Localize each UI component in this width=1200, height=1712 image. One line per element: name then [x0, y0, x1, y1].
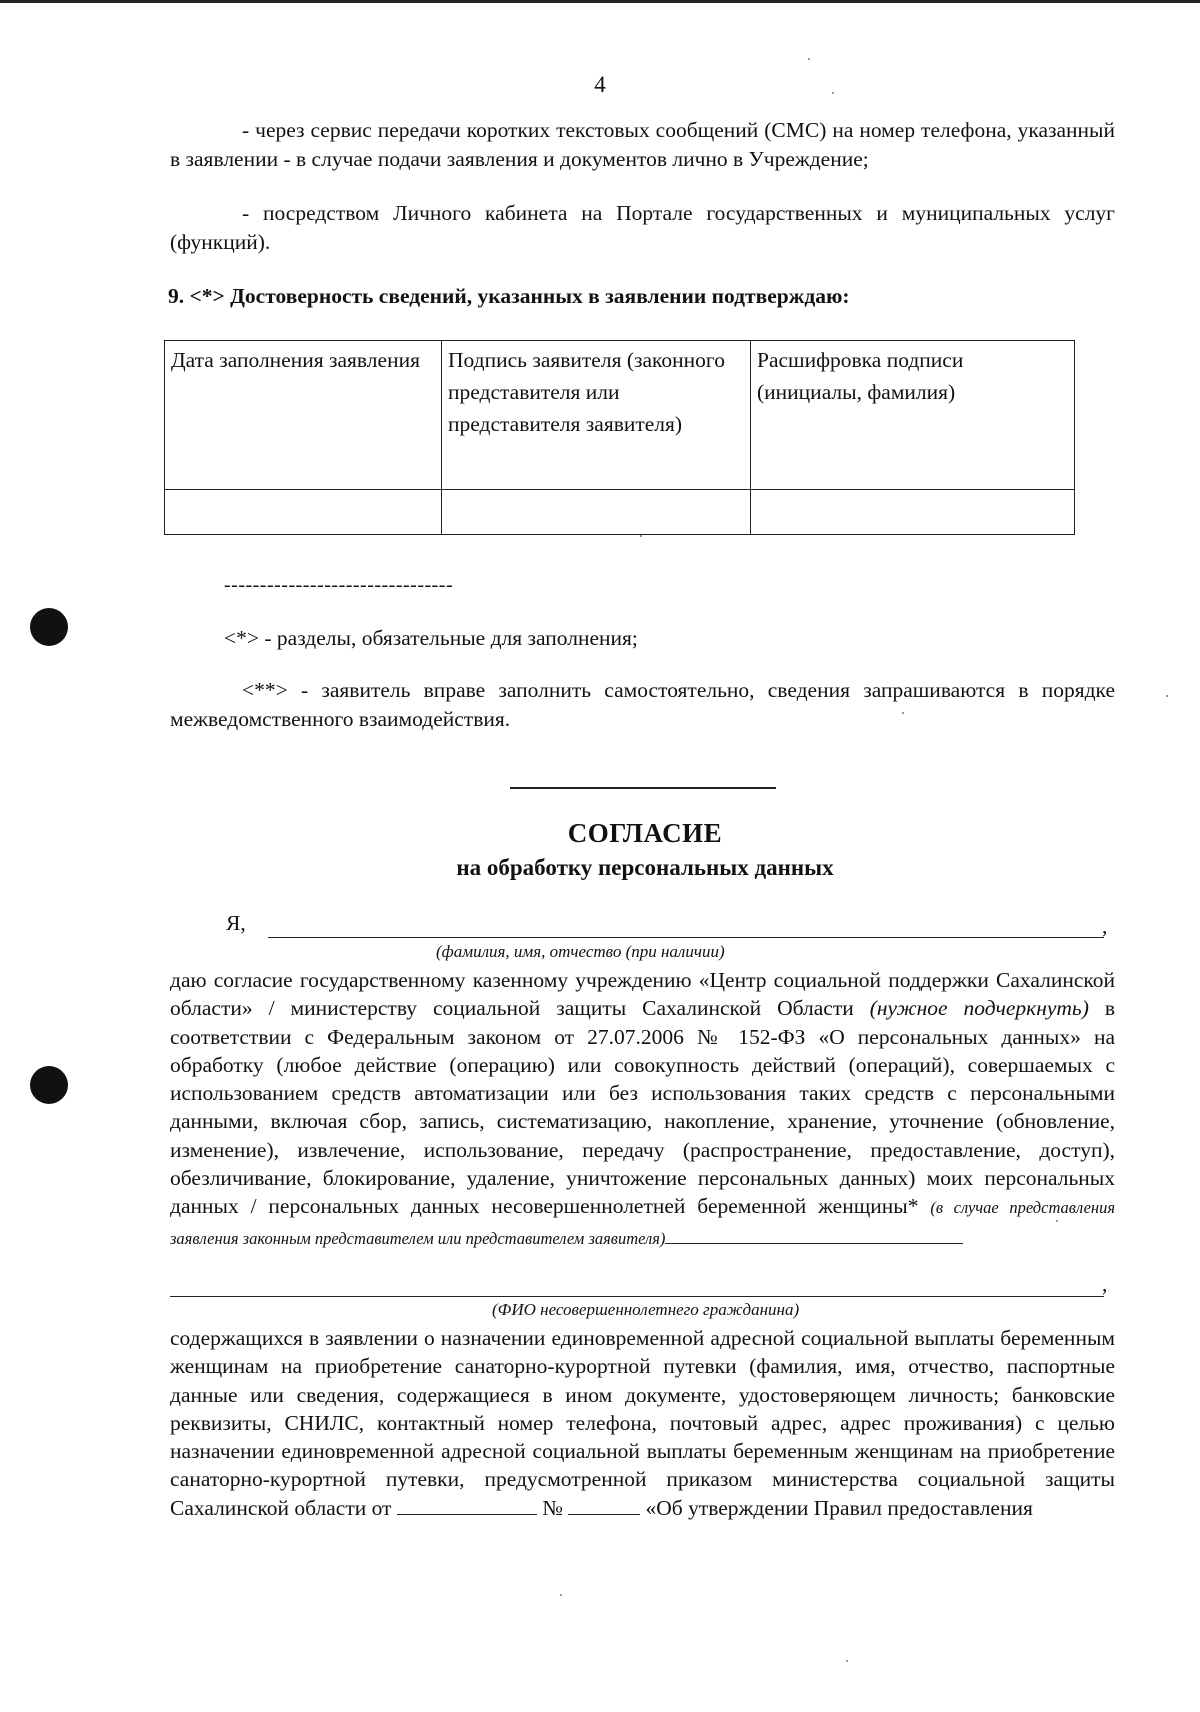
consent-title: СОГЛАСИЕ: [567, 818, 723, 848]
minor-full-name-field[interactable]: [170, 1296, 1104, 1297]
footnote-required: <*> - разделы, обязательные для заполнения;: [224, 626, 638, 650]
minor-full-name-caption: (ФИО несовершеннолетнего гражданина): [492, 1300, 800, 1319]
page-number: 4: [594, 72, 606, 97]
representative-note: (в случае представления заявления законным представителем или представителем заявителя): [170, 1198, 1116, 1248]
underline-hint: (нужное подчеркнуть): [869, 996, 1089, 1021]
signature-transcript-cell[interactable]: [751, 490, 1075, 535]
scan-speck: [1056, 1220, 1058, 1222]
punch-hole: [30, 1066, 68, 1104]
notification-portal-paragraph: - посредством Личного кабинета на Портале государственных и муниципальных услуг (функций).: [170, 201, 1115, 254]
scan-speck: [846, 1660, 848, 1662]
footnote-separator: --------------------------------: [224, 574, 454, 596]
order-number-field[interactable]: [568, 1500, 640, 1515]
scan-speck: [560, 1594, 562, 1596]
section-divider: [510, 787, 776, 789]
header-applicant-signature: Подпись заявителя (законного представителя или представителя заявителя): [442, 341, 751, 490]
scan-speck: [1166, 695, 1168, 697]
header-fill-date: Дата заполнения заявления: [165, 341, 442, 490]
order-date-field[interactable]: [397, 1500, 537, 1515]
scan-speck: [902, 712, 904, 714]
punch-hole: [30, 608, 68, 646]
consent-body-text: [170, 966, 1115, 1253]
section-9-heading: 9. <*> Достоверность сведений, указанных в заявлении подтверждаю:: [168, 284, 850, 308]
scan-top-border: [0, 0, 1200, 3]
consent-body-continuation: [170, 1324, 1115, 1522]
consent-body-part4: «Об утверждении Правил предоставления: [645, 1495, 1033, 1520]
full-name-caption: (фамилия, имя, отчество (при наличии): [436, 942, 725, 961]
consent-body-part2: в соответствии с Федеральным законом от 27.07.2006 № 152-ФЗ «О персональных данных» на обработку (любое действие (операцию) или совокупность действий (операций), совершаемых с использованием средств автоматизации или без использования таких средств с персональными данными, включая сбор, запись, систематизацию, накопление, хранение, уточнение (обновление, изменение), извлечение, использование, передачу (распространение, предоставление, доступ), обезличивание, блокирование, удаление, уничтожение персональных данных) моих персональных данных / персональных данных несовершеннолетней беременной женщины*: [170, 996, 1115, 1219]
signature-cell[interactable]: [442, 490, 751, 535]
scan-speck: [808, 58, 810, 60]
signature-table: [164, 340, 1075, 535]
footnote-optional: <**> - заявитель вправе заполнить самостоятельно, сведения запрашиваются в порядке межведомственного взаимодействия.: [170, 678, 1115, 731]
line-comma: ,: [1102, 914, 1108, 938]
consent-i-label: Я,: [226, 911, 246, 935]
number-sign: №: [542, 1495, 563, 1520]
consent-body-part3: содержащихся в заявлении о назначении единовременной адресной социальной выплаты беременным женщинам на приобретение санаторно-курортной путевки (фамилия, имя, отчество, паспортные данные или сведения, содержащиеся в ином документе, удостоверяющем личность; банковские реквизиты, СНИЛС, контактный номер телефона, почтовый адрес, адрес проживания) с целью назначении единовременной адресной социальной выплаты беременным женщинам на приобретение санаторно-курортной путевки, предусмотренной приказом министерства социальной защиты Сахалинской области от: [170, 1326, 1115, 1520]
line-comma: ,: [1102, 1272, 1108, 1296]
fill-date-cell[interactable]: [165, 490, 442, 535]
scan-speck: [832, 92, 834, 94]
full-name-field[interactable]: [268, 937, 1104, 938]
representative-fill-field[interactable]: [665, 1229, 963, 1244]
notification-sms-paragraph: - через сервис передачи коротких текстовых сообщений (СМС) на номер телефона, указанный в заявлении - в случае подачи заявления и документов лично в Учреждение;: [170, 118, 1115, 171]
consent-body-part1: даю согласие государственному казенному учреждению «Центр социальной поддержки Сахалинской области» / министерству социальной защиты Сахалинской Области: [170, 968, 1115, 1021]
header-signature-transcript: Расшифровка подписи (инициалы, фамилия): [751, 341, 1075, 490]
scan-speck: [640, 535, 642, 537]
consent-subtitle: на обработку персональных данных: [456, 855, 834, 880]
